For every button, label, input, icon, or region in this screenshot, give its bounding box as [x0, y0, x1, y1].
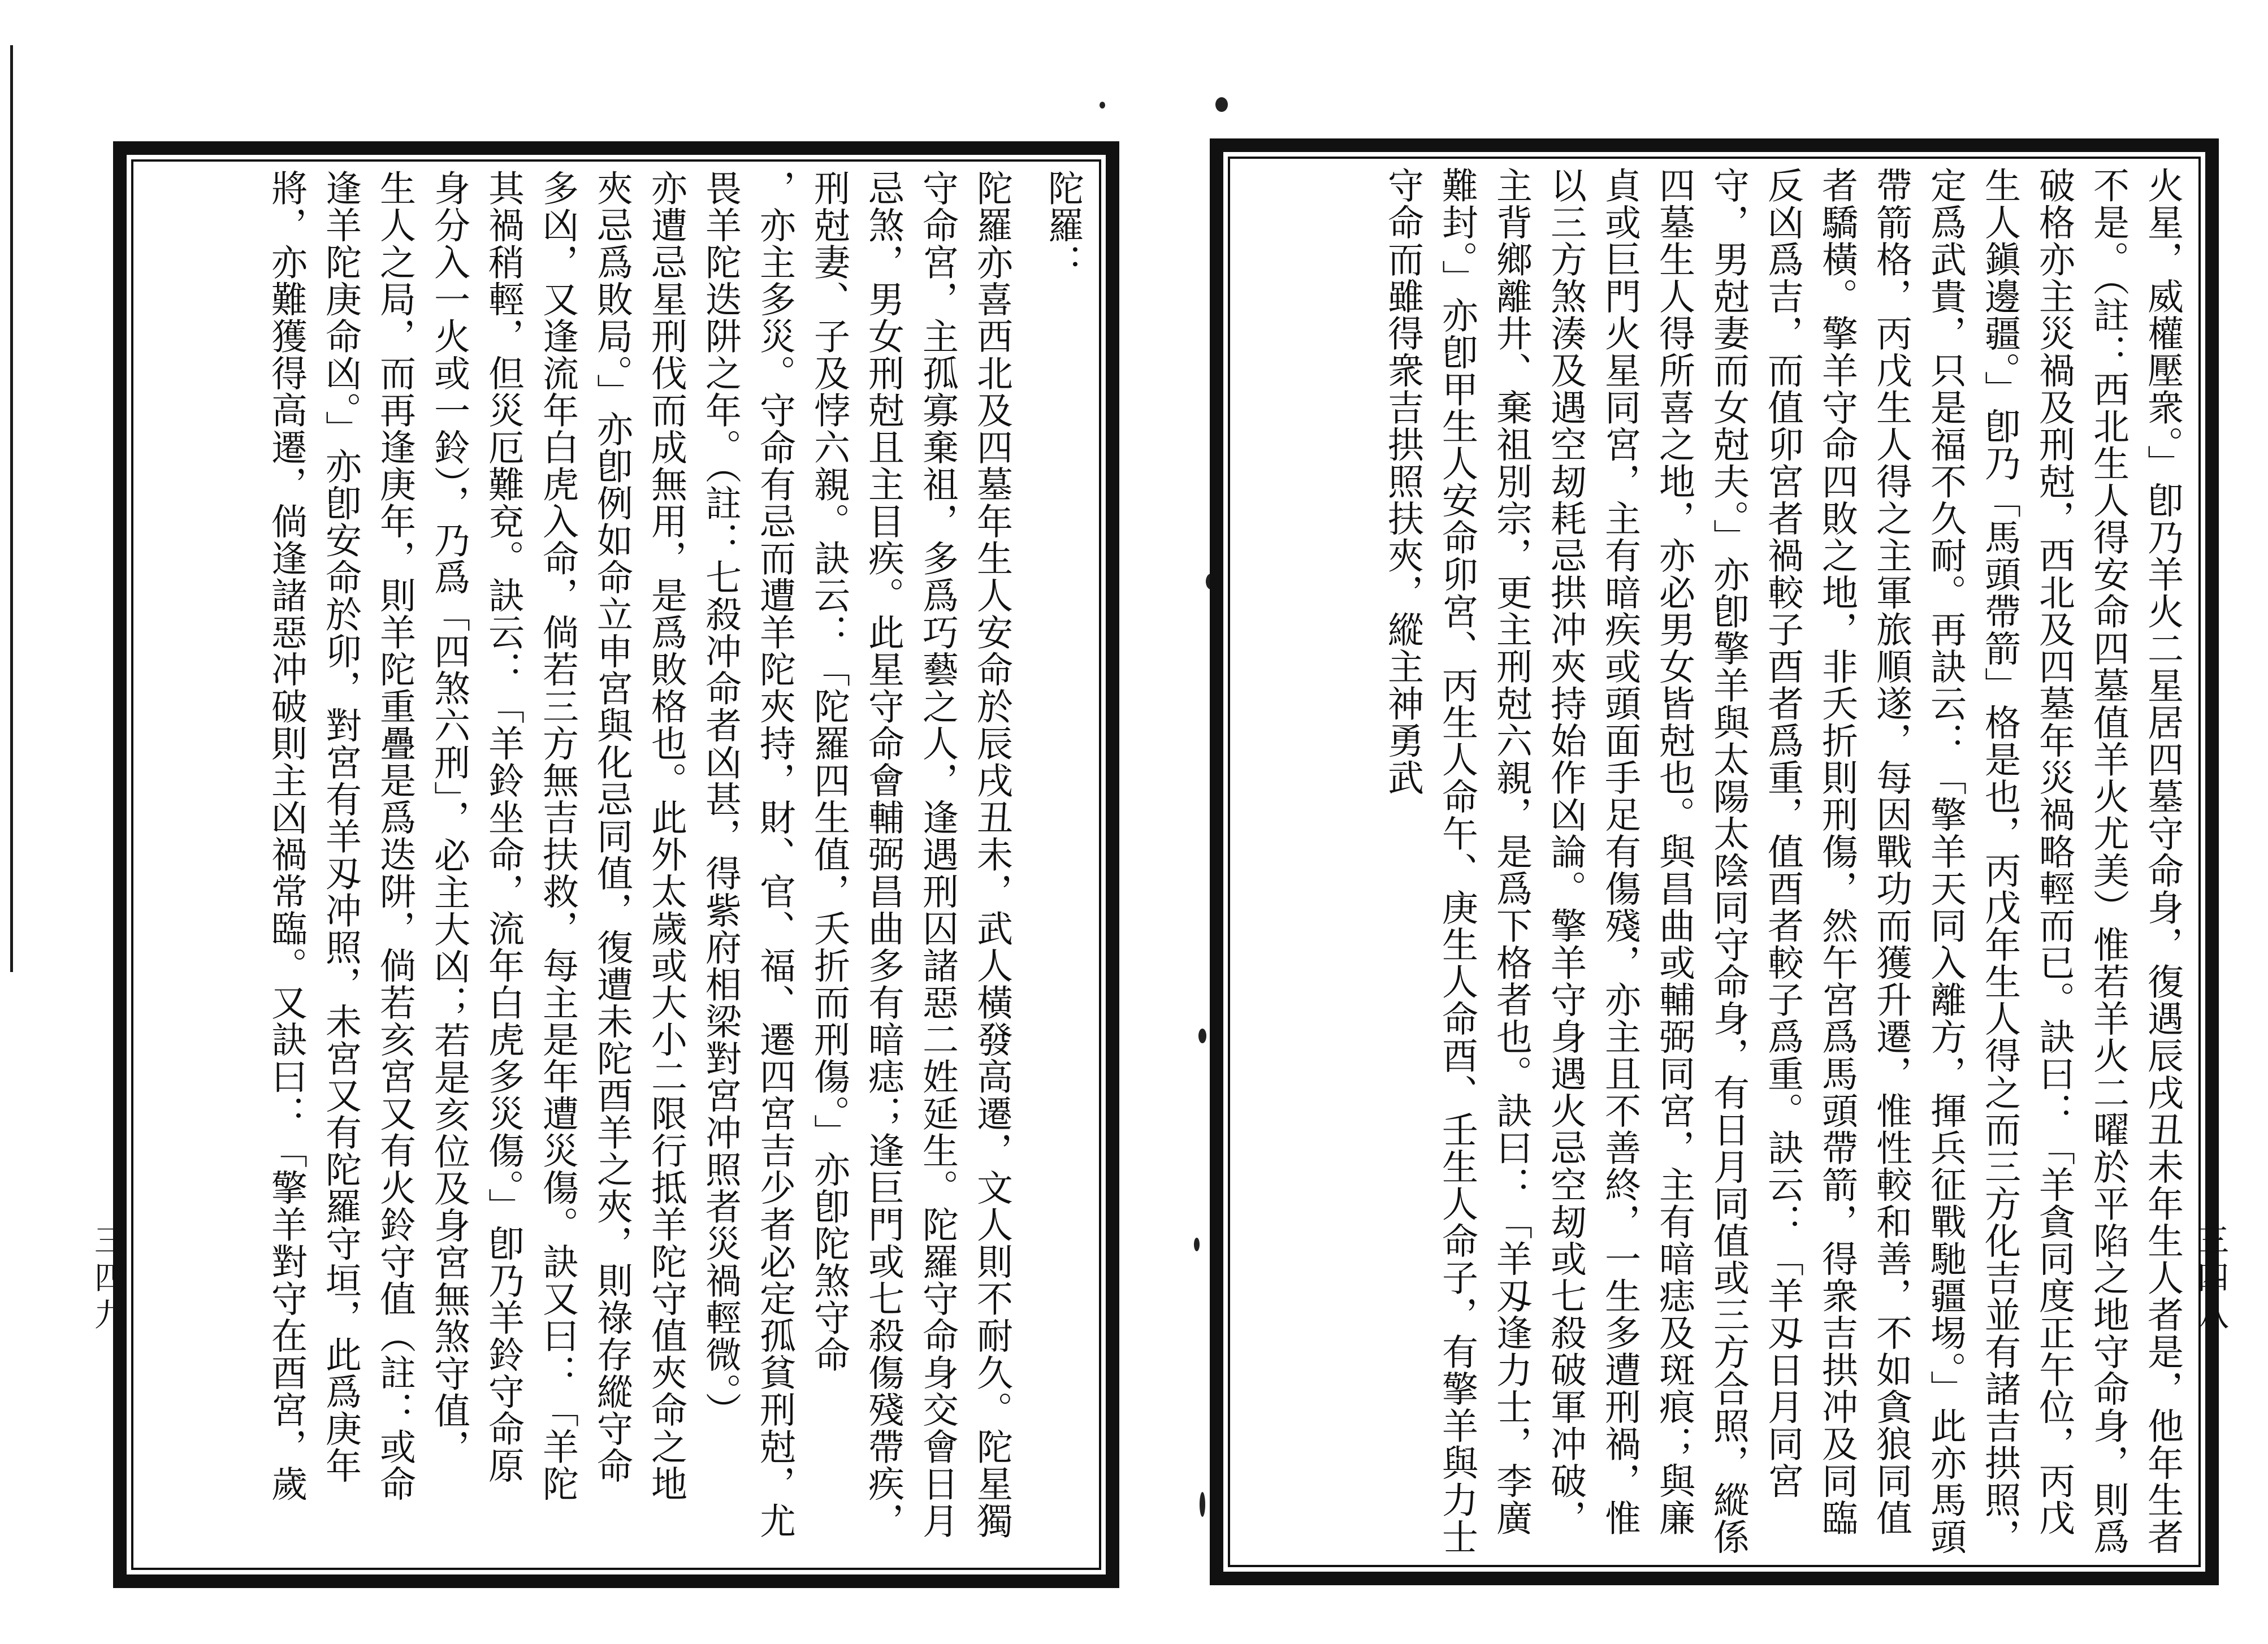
- scan-speck: [1194, 1238, 1200, 1251]
- page-number-right: 三四八: [2192, 1224, 2229, 1335]
- paragraph: 其禍稍輕，但災厄難兗。訣云：「羊鈴坐命，流年白虎多災傷。」卽乃羊鈴守命原: [482, 170, 524, 1484]
- scan-speck: [1100, 102, 1105, 109]
- paragraph: 陀羅亦喜西北及四墓年生人安命於辰戌丑未，武人橫發高遷，文人則不耐久。陀星獨守命宮，主孤寡棄祖，多爲巧藝之人，逢遇刑囚諸惡二姓延生。陀羅守命身交會日月忌煞，男女刑尅且主目疾。此星守命會輔弼昌曲多有暗痣；逢巨門或七殺傷殘帶疾，刑尅妻、子及悖六親。訣云：「陀羅四生值，夭折而刑傷。」亦卽陀煞守命: [808, 170, 1012, 1539]
- paragraph: 生人之局，而再逢庚年，則羊陀重疊是爲迭阱，倘若亥宮又有火鈴守值（註：或命: [374, 170, 415, 1502]
- right-page-text: [1239, 167, 2189, 1557]
- paragraph: ，亦主多災。守命有忌而遭羊陀夾持，財、官、福、遷四宮吉少者必定孤貧刑尅，尤畏羊陀迭阱之年。（註：七殺冲命者凶甚，得紫府相梁對宮冲照者災禍輕微。）: [699, 170, 795, 1539]
- paragraph: 多凶，又逢流年白虎入命，倘若三方無吉扶救，每主是年遭災傷。訣又曰：「羊陀: [536, 170, 578, 1502]
- scan-speck: [1215, 97, 1228, 112]
- paragraph: 將，亦難獲得高遷，倘逢諸惡冲破則主凶禍常臨。又訣曰：「擎羊對守在酉宮，歲: [265, 170, 307, 1502]
- scan-speck: [1200, 1492, 1205, 1517]
- right-page: [1210, 138, 2219, 1585]
- paragraph: 逢羊陀庚命凶。」亦卽安命於卯，對宮有羊刄冲照，未宮又有陀羅守垣，此爲庚年: [319, 170, 361, 1484]
- left-page-text: [142, 170, 1090, 1560]
- paragraph: 亦遭忌星刑伐而成無用，是爲敗格也。此外太歲或大小二限行抵羊陀守值夾命之地: [645, 170, 687, 1502]
- scan-edge-line: [10, 45, 13, 972]
- section-heading: 陀羅：: [1042, 170, 1084, 281]
- paragraph: 身分入一火或一鈴），乃爲「四煞六刑」，必主大凶；若是亥位及身宮無煞守值，: [428, 170, 470, 1466]
- scan-speck: [1198, 1029, 1206, 1043]
- paragraph: 夾忌爲敗局。」亦卽例如命立申宮與化忌同值，復遭未陀酉羊之夾，則祿存縱守命: [591, 170, 633, 1484]
- paragraph: 火星，威權壓衆。」卽乃羊火二星居四墓守命身，復遇辰戌丑未年生人者是，他年生者不是。（註：西北生人得安命四墓值羊火尤美）惟若羊火二曜於平陷之地守命身，則爲破格亦主災禍及刑尅，西北及四墓年災禍略輕而已。訣曰：「羊貪同度正午位，丙戊生人鎭邊疆。」卽乃「馬頭帶箭」格是也，丙戊年生人得之而三方化吉並有諸吉拱照，定爲武貴，只是福不久耐。再訣云：「擎羊天同入離方，揮兵征戰馳疆埸。」此亦馬頭帶箭格，丙戊生人得之主軍旅順遂，每因戰功而獲升遷，惟性較和善，不如貪狼同值者驕橫。擎羊守命四敗之地，非夭折則刑傷，然午宮爲馬頭帶箭，得衆吉拱冲及同臨反凶爲吉，而值卯宮者禍較子酉者爲重，值酉者較子爲重。訣云：「羊刄日月同宮守，男尅妻而女尅夫。」亦卽擎羊與太陽太陰同守命身，有日月同值或三方合照，縱係四墓生人得所喜之地，亦必男女皆尅也。與昌曲或輔弼同宮，主有暗痣及斑痕；與廉貞或巨門火星同宮，主有暗疾或頭面手足有傷殘，亦主且不善終，一生多遭刑禍，惟以三方煞湊及遇空刼耗忌拱冲夾持始作凶論。擎羊守身遇火忌空刼或七殺破軍冲破，主背鄉離井、棄祖別宗，更主刑尅六親，是爲下格者也。訣曰：「羊刄逢力士，李廣難封。」亦卽甲生人安命卯宮、丙生人命午、庚生人命酉、壬生人命子，有擎羊與力士守命而雖得衆吉拱照扶夾，縱主神勇武: [1382, 167, 2183, 1555]
- page-number-left: 三四九: [89, 1224, 126, 1335]
- left-page: [113, 141, 1119, 1588]
